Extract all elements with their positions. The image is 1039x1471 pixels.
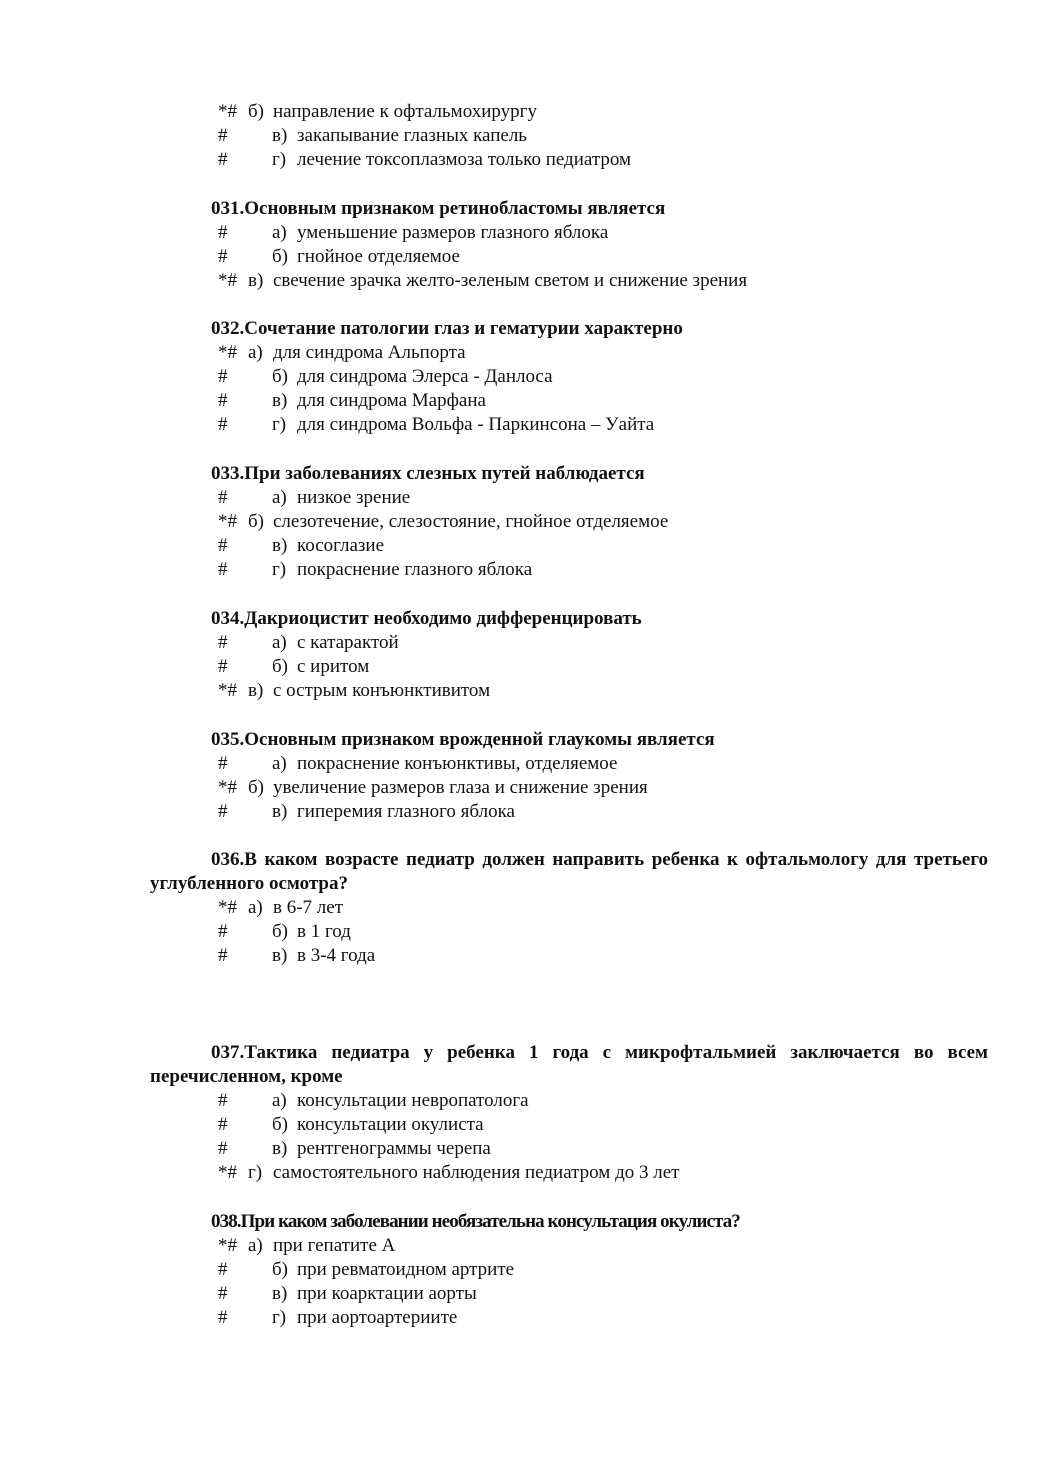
answer-marker: #	[218, 559, 228, 580]
answer-text: гиперемия глазного яблока	[297, 801, 515, 822]
answer-letter: в)	[272, 390, 288, 411]
answer-letter: в)	[272, 801, 288, 822]
answer-text: направление к офтальмохирургу	[273, 101, 537, 122]
correct-answer-marker: *#	[218, 1162, 237, 1183]
answer-text: консультации окулиста	[297, 1114, 484, 1135]
question-title: 031.Основным признаком ретинобластомы является	[211, 198, 666, 219]
answer-marker: #	[218, 1114, 228, 1135]
answer-marker: #	[218, 921, 228, 942]
answer-text: при ревматоидном артрите	[297, 1259, 515, 1280]
answer-text: свечение зрачка желто-зеленым светом и снижение зрения	[273, 270, 748, 291]
correct-answer-marker: *#	[218, 1235, 237, 1256]
answer-letter: б)	[272, 656, 288, 677]
answer-text: для синдрома Марфана	[297, 390, 486, 411]
answer-letter: б)	[272, 1259, 288, 1280]
answer-text: при гепатите А	[273, 1235, 396, 1256]
answer-text: в 1 год	[297, 921, 351, 942]
answer-text: закапывание глазных капель	[297, 125, 527, 146]
answer-letter: в)	[272, 535, 288, 556]
answer-text: при аортоартериите	[297, 1307, 458, 1328]
answer-text: самостоятельного наблюдения педиатром до 3 лет	[273, 1162, 680, 1183]
question-title: 038.При каком заболевании необязательна консультация окулиста?	[211, 1211, 740, 1232]
answer-letter: а)	[272, 487, 287, 508]
answer-text: косоглазие	[297, 535, 385, 556]
question-title: 032.Сочетание патологии глаз и гематурии характерно	[211, 318, 683, 339]
answer-letter: в)	[272, 1138, 288, 1159]
answer-marker: #	[218, 1259, 228, 1280]
answer-marker: #	[218, 1090, 228, 1111]
correct-answer-marker: *#	[218, 777, 237, 798]
answer-letter: б)	[272, 921, 288, 942]
answer-letter: б)	[272, 1114, 288, 1135]
answer-text: в 3-4 года	[297, 945, 376, 966]
question-title: 033.При заболеваниях слезных путей наблюдается	[211, 463, 645, 484]
answer-text: увеличение размеров глаза и снижение зрения	[273, 777, 648, 798]
answer-letter: а)	[272, 1090, 287, 1111]
answer-letter: г)	[272, 1307, 287, 1328]
question-title: 037.Тактика педиатра у ребенка 1 года с микрофтальмией заключается во всем перечисленном, кроме	[150, 1042, 988, 1087]
answer-text: слезотечение, слезостояние, гнойное отделяемое	[273, 511, 669, 532]
answer-marker: #	[218, 366, 228, 387]
answer-marker: #	[218, 246, 228, 267]
answer-marker: #	[218, 753, 228, 774]
answer-text: с острым конъюнктивитом	[273, 680, 491, 701]
correct-answer-marker: *#	[218, 680, 237, 701]
answer-marker: #	[218, 1307, 228, 1328]
answer-letter: а)	[272, 222, 287, 243]
answer-text: рентгенограммы черепа	[297, 1138, 491, 1159]
answer-text: при коарктации аорты	[297, 1283, 477, 1304]
answer-text: лечение токсоплазмоза только педиатром	[297, 149, 632, 170]
answer-marker: #	[218, 125, 228, 146]
answer-letter: г)	[272, 414, 287, 435]
answer-letter: б)	[272, 246, 288, 267]
answer-text: гнойное отделяемое	[297, 246, 460, 267]
answer-letter: а)	[248, 342, 263, 363]
answer-text: с иритом	[297, 656, 370, 677]
answer-letter: в)	[272, 945, 288, 966]
answer-marker: #	[218, 801, 228, 822]
answer-text: покраснение глазного яблока	[297, 559, 533, 580]
answer-letter: в)	[248, 270, 264, 291]
answer-letter: б)	[248, 777, 264, 798]
answer-marker: #	[218, 535, 228, 556]
answer-letter: б)	[272, 366, 288, 387]
correct-answer-marker: *#	[218, 270, 237, 291]
correct-answer-marker: *#	[218, 101, 237, 122]
answer-text: для синдрома Альпорта	[273, 342, 466, 363]
correct-answer-marker: *#	[218, 342, 237, 363]
answer-letter: в)	[272, 1283, 288, 1304]
answer-text: уменьшение размеров глазного яблока	[297, 222, 609, 243]
answer-marker: #	[218, 487, 228, 508]
answer-text: низкое зрение	[297, 487, 411, 508]
answer-letter: г)	[272, 149, 287, 170]
answer-text: в 6-7 лет	[273, 897, 344, 918]
answer-marker: #	[218, 149, 228, 170]
answer-marker: #	[218, 414, 228, 435]
answer-text: покраснение конъюнктивы, отделяемое	[297, 753, 618, 774]
answer-marker: #	[218, 632, 228, 653]
answer-marker: #	[218, 656, 228, 677]
answer-letter: а)	[248, 897, 263, 918]
answer-letter: в)	[248, 680, 264, 701]
answer-text: для синдрома Вольфа - Паркинсона – Уайта	[297, 414, 655, 435]
answer-letter: б)	[248, 511, 264, 532]
answer-marker: #	[218, 390, 228, 411]
answer-marker: #	[218, 222, 228, 243]
answer-letter: а)	[248, 1235, 263, 1256]
answer-text: с катарактой	[297, 632, 399, 653]
correct-answer-marker: *#	[218, 511, 237, 532]
answer-text: для синдрома Элерса - Данлоса	[297, 366, 553, 387]
question-title: 036.В каком возрасте педиатр должен направить ребенка к офтальмологу для третьего углубленного осмотра?	[150, 849, 988, 894]
answer-letter: в)	[272, 125, 288, 146]
answer-marker: #	[218, 1138, 228, 1159]
answer-marker: #	[218, 1283, 228, 1304]
answer-marker: #	[218, 945, 228, 966]
correct-answer-marker: *#	[218, 897, 237, 918]
answer-letter: б)	[248, 101, 264, 122]
answer-letter: а)	[272, 632, 287, 653]
answer-letter: г)	[248, 1162, 263, 1183]
answer-letter: г)	[272, 559, 287, 580]
answer-letter: а)	[272, 753, 287, 774]
question-title: 034.Дакриоцистит необходимо дифференцировать	[211, 608, 642, 629]
answer-text: консультации невропатолога	[297, 1090, 529, 1111]
question-title: 035.Основным признаком врожденной глаукомы является	[211, 729, 715, 750]
